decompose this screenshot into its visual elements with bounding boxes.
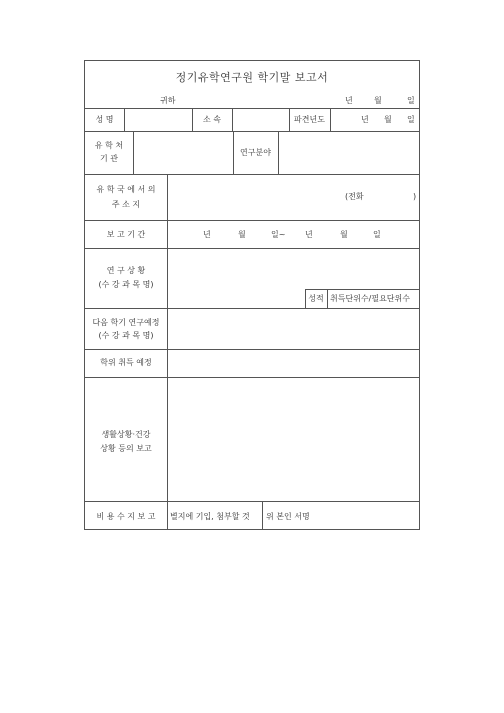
dispatch-year-label: 파견년도 [294,115,325,124]
divider [85,377,419,378]
expense-report-label: 비 용 수 지 보 고 [96,512,156,521]
dispatch-date-day: 일 [407,115,415,124]
research-field-label: 연구분야 [240,148,271,157]
divider [85,108,419,109]
header-date-year: 년 [345,96,353,105]
dispatch-date-year: 년 [361,115,369,124]
period-start-year: 년 [203,230,211,239]
period-end-year: 년 [305,230,313,239]
divider [85,131,419,132]
report-period-label: 보 고 기 간 [106,230,146,239]
name-label: 성 명 [95,115,114,124]
divider [262,501,263,529]
page-title: 정기유학연구원 학기말 보고서 [175,71,329,84]
phone-open-label: (전화 [345,192,364,201]
header-date-month: 월 [374,96,382,105]
institution-label-line2: 기 관 [100,154,118,163]
divider [85,308,419,309]
grade-label: 성적 [308,294,324,303]
divider [85,174,419,175]
divider [85,248,419,249]
research-status-label-line1: 연 구 상 황 [106,266,146,275]
divider [85,349,419,350]
signature-label: 위 본인 서명 [266,512,310,521]
divider [167,174,168,529]
institution-label-line1: 유 학 처 [94,141,124,150]
report-form [84,60,420,530]
credits-label: 취득단위수/필요단위수 [330,294,410,303]
address-label-line1: 유 학 국 에 서 의 [96,185,156,194]
next-plan-label-line2: (수 강 과 목 명) [98,331,154,340]
dispatch-date-month: 월 [384,115,392,124]
period-end-month: 월 [340,230,348,239]
degree-plan-label: 학위 취득 예정 [100,358,152,367]
divider [327,289,328,308]
affiliation-label: 소 속 [203,115,221,124]
life-report-label-line2: 상황 등의 보고 [100,444,152,453]
research-status-label-line2: (수 강 과 목 명) [98,280,154,289]
divider [85,501,419,502]
divider [305,289,419,290]
period-start-day: 일~ [271,230,286,239]
attach-note: 별지에 기입, 첨부할 것 [170,512,250,521]
divider [232,108,233,131]
divider [330,108,331,131]
divider [85,220,419,221]
period-end-day: 일 [373,230,381,239]
life-report-label-line1: 생활상황·건강 [101,430,151,439]
header-date-day: 일 [407,96,415,105]
phone-close-label: ) [413,192,417,201]
period-start-month: 월 [238,230,246,239]
divider [278,131,279,174]
address-label-line2: 주 소 지 [111,200,141,209]
next-plan-label-line1: 다음 학기 연구예정 [92,318,160,327]
divider [133,131,134,174]
divider [124,108,125,131]
addressee-label: 귀하 [160,96,176,105]
